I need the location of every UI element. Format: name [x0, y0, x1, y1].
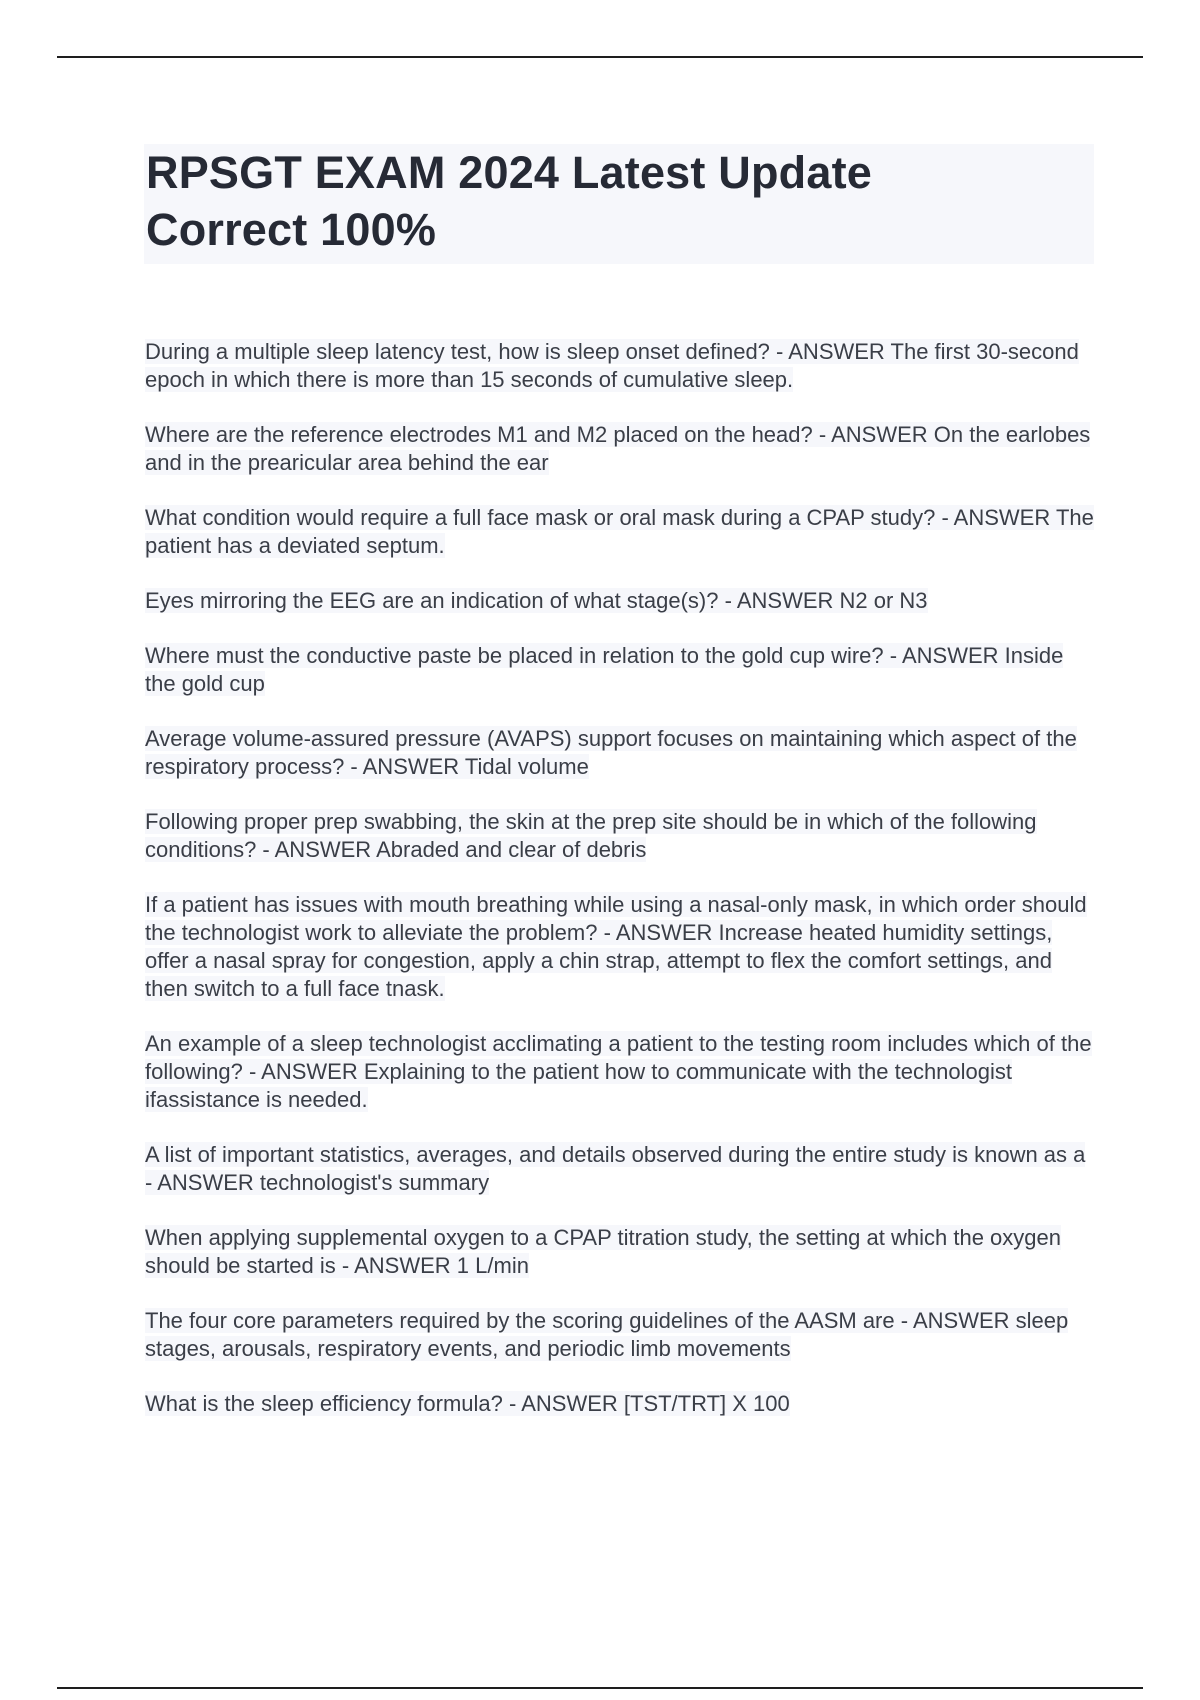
document-title [146, 144, 1092, 258]
qa-text: What is the sleep efficiency formula? - ANSWER [TST/TRT] X 100 [145, 1391, 790, 1416]
qa-item [145, 1307, 1095, 1363]
title-block [144, 144, 1094, 264]
qa-text: Where must the conductive paste be placed in relation to the gold cup wire? - ANSWER Inside the gold cup [145, 643, 1064, 696]
qa-item [145, 725, 1095, 781]
qa-text: A list of important statistics, averages, and details observed during the entire study is known as a - ANSWER technologist's summary [145, 1142, 1086, 1195]
qa-item [145, 421, 1095, 477]
qa-item [145, 642, 1095, 698]
footer-rule [57, 1687, 1143, 1689]
qa-text: The four core parameters required by the scoring guidelines of the AASM are - ANSWER sleep stages, arousals, respiratory events, and periodic limb movements [145, 1308, 1069, 1361]
title-line-1: RPSGT EXAM 2024 Latest Update [146, 147, 872, 198]
title-line-2: Correct 100% [146, 204, 437, 255]
qa-text: Eyes mirroring the EEG are an indication of what stage(s)? - ANSWER N2 or N3 [145, 588, 928, 613]
qa-text: An example of a sleep technologist acclimating a patient to the testing room includes which of the following? - ANSWER Explaining to the patient how to communicate with the technologist ifassistance is needed. [145, 1031, 1092, 1112]
qa-item [145, 808, 1095, 864]
qa-item [145, 1141, 1095, 1197]
qa-item [145, 1390, 1095, 1418]
qa-text: Where are the reference electrodes M1 and M2 placed on the head? - ANSWER On the earlobes and in the prearicular area behind the ear [145, 422, 1091, 475]
qa-item [145, 504, 1095, 560]
qa-text: What condition would require a full face mask or oral mask during a CPAP study? - ANSWER The patient has a deviated septum. [145, 505, 1094, 558]
header-rule [57, 56, 1143, 58]
qa-text: During a multiple sleep latency test, how is sleep onset defined? - ANSWER The first 30-second epoch in which there is more than 15 seconds of cumulative sleep. [145, 339, 1079, 392]
qa-text: If a patient has issues with mouth breathing while using a nasal-only mask, in which order should the technologist work to alleviate the problem? - ANSWER Increase heated humidity settings, offer a nasal spray for congestion, apply a chin strap, attempt to flex the comfort settings, and then switch to a full face tnask. [145, 892, 1087, 1001]
qa-text: Average volume-assured pressure (AVAPS) support focuses on maintaining which aspect of the respiratory process? - ANSWER Tidal volume [145, 726, 1077, 779]
qa-item [145, 1030, 1095, 1114]
qa-item [145, 587, 1095, 615]
qa-item [145, 1224, 1095, 1280]
qa-text: When applying supplemental oxygen to a CPAP titration study, the setting at which the oxygen should be started is - ANSWER 1 L/min [145, 1225, 1061, 1278]
qa-list [145, 338, 1095, 1445]
qa-item [145, 338, 1095, 394]
qa-text: Following proper prep swabbing, the skin at the prep site should be in which of the following conditions? - ANSWER Abraded and clear of debris [145, 809, 1037, 862]
qa-item [145, 891, 1095, 1003]
